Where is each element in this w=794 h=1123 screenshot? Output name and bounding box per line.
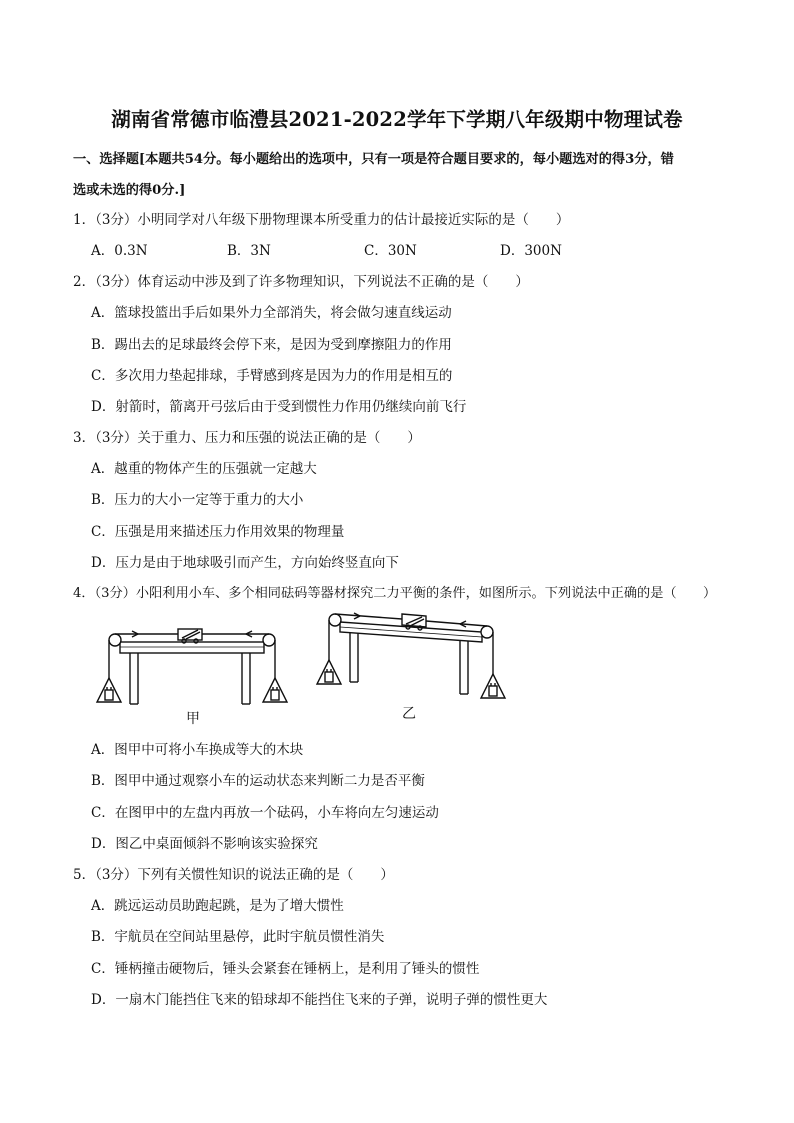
- question-4-option-d: D．图乙中桌面倾斜不影响该实验探究: [91, 836, 318, 852]
- section-heading-line2: 选或未选的得0分.]: [73, 183, 186, 198]
- question-1-option-a: A．0.3N: [91, 243, 148, 259]
- figure-yi-apparatus: [310, 608, 510, 708]
- question-3-option-b: B．压力的大小一定等于重力的大小: [91, 492, 304, 508]
- figure-label-yi: 乙: [402, 706, 416, 722]
- question-1-option-b: B．3N: [227, 243, 271, 259]
- question-2-option-a: A．篮球投篮出手后如果外力全部消失，将会做匀速直线运动: [91, 305, 452, 321]
- section-heading-line1: 一、选择题[本题共54分。每小题给出的选项中，只有一项是符合题目要求的，每小题选对的得3分，错: [73, 152, 674, 167]
- question-4-option-c: C．在图甲中的左盘内再放一个砝码，小车将向左匀速运动: [91, 805, 439, 821]
- question-5-option-b: B．宇航员在空间站里悬停，此时宇航员惯性消失: [91, 929, 385, 945]
- question-2-option-d: D．射箭时，箭离开弓弦后由于受到惯性力作用仍继续向前飞行: [91, 399, 467, 415]
- question-5-option-d: D．一扇木门能挡住飞来的铅球却不能挡住飞来的子弹，说明子弹的惯性更大: [91, 992, 548, 1008]
- question-5-option-c: C．锤柄撞击硬物后，锤头会紧套在锤柄上，是利用了锤头的惯性: [91, 961, 480, 977]
- question-3-option-d: D．压力是由于地球吸引而产生，方向始终竖直向下: [91, 555, 399, 571]
- question-1-option-d: D．300N: [500, 243, 562, 259]
- question-1-stem: 1．（3分）小明同学对八年级下册物理课本所受重力的估计最接近实际的是（ ）: [73, 212, 570, 228]
- question-4-stem: 4．（3分）小阳利用小车、多个相同砝码等器材探究二力平衡的条件，如图所示。下列说法中正确的是（ ）: [73, 586, 717, 601]
- page-title: 湖南省常德市临澧县2021-2022学年下学期八年级期中物理试卷: [111, 108, 683, 131]
- question-4-option-b: B．图甲中通过观察小车的运动状态来判断二力是否平衡: [91, 773, 425, 789]
- question-2-option-c: C．多次用力垫起排球，手臂感到疼是因为力的作用是相互的: [91, 368, 453, 384]
- question-5-option-a: A．跳远运动员助跑起跳，是为了增大惯性: [91, 898, 344, 914]
- question-3-stem: 3．（3分）关于重力、压力和压强的说法正确的是（ ）: [73, 430, 421, 446]
- figure-label-jia: 甲: [186, 711, 200, 727]
- question-2-stem: 2．（3分）体育运动中涉及到了许多物理知识，下列说法不正确的是（ ）: [73, 274, 529, 290]
- question-1-option-c: C．30N: [364, 243, 417, 259]
- question-5-stem: 5．（3分）下列有关惯性知识的说法正确的是（ ）: [73, 867, 394, 883]
- question-3-option-c: C．压强是用来描述压力作用效果的物理量: [91, 524, 345, 540]
- question-4-option-a: A．图甲中可将小车换成等大的木块: [91, 742, 304, 758]
- question-2-option-b: B．踢出去的足球最终会停下来，是因为受到摩擦阻力的作用: [91, 337, 452, 353]
- figure-jia-apparatus: [92, 620, 292, 720]
- question-3-option-a: A．越重的物体产生的压强就一定越大: [91, 461, 317, 477]
